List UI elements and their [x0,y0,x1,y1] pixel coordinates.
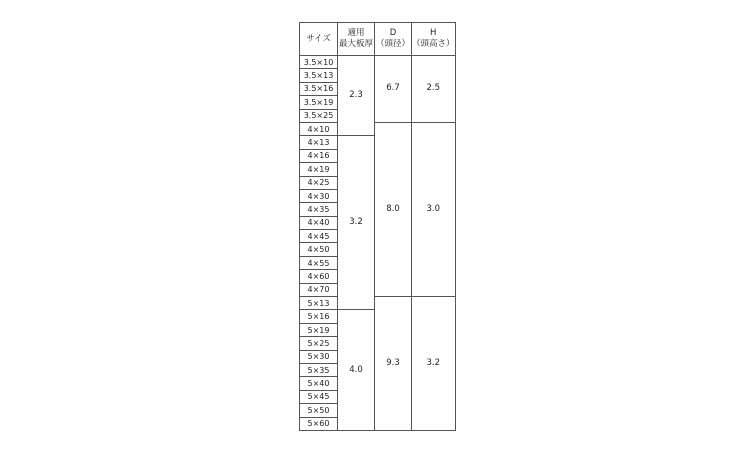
table-row [300,122,456,135]
thickness-cell: 2.3 [338,56,375,136]
thickness-cell: 4.0 [338,310,375,431]
size-cell: 5×16 [300,310,338,323]
header-d-line2: （頭径） [375,39,410,49]
size-cell: 4×30 [300,189,338,202]
size-cell: 4×10 [300,122,338,135]
header-thickness-line2: 最大板厚 [338,39,373,49]
size-cell: 3.5×13 [300,69,338,82]
head-diameter-cell: 6.7 [375,56,412,123]
head-height-cell: 3.2 [412,297,456,431]
thickness-cell: 3.2 [338,136,375,310]
header-d-line1: D [389,28,397,38]
head-diameter-cell: 8.0 [375,122,412,296]
size-cell: 3.5×25 [300,109,338,122]
size-cell: 3.5×16 [300,82,338,95]
header-h-line1: H [430,28,437,38]
size-cell: 5×50 [300,404,338,417]
header-size-label: サイズ [306,33,331,44]
header-row [300,23,456,56]
size-cell: 4×25 [300,176,338,189]
head-height-cell: 2.5 [412,56,456,123]
size-cell: 4×70 [300,283,338,296]
header-h [412,23,456,56]
size-cell: 4×60 [300,270,338,283]
header-thickness [338,23,375,56]
table-row [300,297,456,310]
size-cell: 4×16 [300,149,338,162]
header-thickness-line1: 適用 [347,28,365,38]
size-cell: 5×40 [300,377,338,390]
size-cell: 5×30 [300,350,338,363]
size-cell: 5×25 [300,337,338,350]
size-cell: 4×55 [300,256,338,269]
spec-table [299,22,456,431]
size-cell: 5×13 [300,297,338,310]
size-cell: 4×40 [300,216,338,229]
size-cell: 4×50 [300,243,338,256]
size-cell: 4×45 [300,230,338,243]
spec-table-body [300,23,456,431]
size-cell: 5×19 [300,323,338,336]
size-cell: 3.5×10 [300,56,338,69]
size-cell: 5×60 [300,417,338,430]
head-height-cell: 3.0 [412,122,456,296]
header-h-line2: （頭高さ） [412,39,455,49]
size-cell: 4×35 [300,203,338,216]
size-cell: 3.5×19 [300,96,338,109]
table-row [300,56,456,69]
size-cell: 4×13 [300,136,338,149]
header-d [375,23,412,56]
header-size [300,23,338,56]
size-cell: 4×19 [300,163,338,176]
size-cell: 5×35 [300,363,338,376]
head-diameter-cell: 9.3 [375,297,412,431]
size-cell: 5×45 [300,390,338,403]
